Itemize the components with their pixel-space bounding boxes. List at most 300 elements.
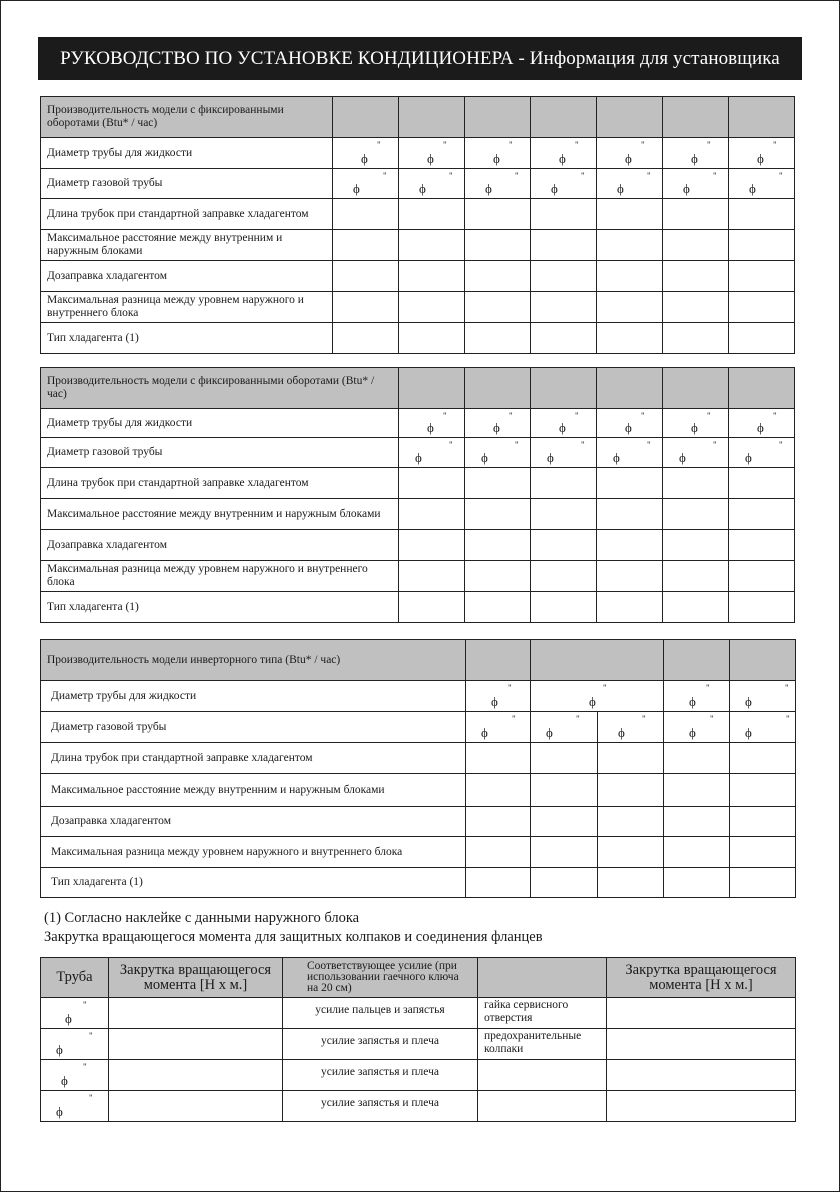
- column-header: Закрутка вращающегося момента [Н х м.]: [109, 958, 283, 998]
- pipe-diameter-cell: [730, 681, 796, 712]
- table-row: [41, 592, 795, 623]
- phi-symbol: ϕ: [589, 694, 596, 709]
- model-capacity-cell: [465, 368, 531, 409]
- value-cell: [399, 468, 465, 499]
- row-label: Максимальная разница между уровнем наружного и внутреннего блока: [41, 837, 466, 868]
- torque-section-title: Закрутка вращающегося момента для защитных колпаков и соединения фланцев: [44, 929, 543, 945]
- table-row: [41, 438, 795, 468]
- force-description: усилие пальцев и запястья: [283, 998, 478, 1029]
- pipe-diameter-cell: [663, 169, 729, 199]
- pipe-diameter-cell: [41, 1029, 109, 1060]
- pipe-diameter-cell: [465, 138, 531, 169]
- table-row: [41, 743, 796, 774]
- value-cell: [531, 292, 597, 323]
- value-cell: [531, 261, 597, 292]
- row-label: Длина трубок при стандартной заправке хладагентом: [41, 468, 399, 499]
- table-row: [41, 261, 795, 292]
- model-capacity-cell: [531, 368, 597, 409]
- inch-mark: ": [786, 714, 790, 724]
- value-cell: [729, 561, 795, 592]
- value-cell: [531, 868, 598, 898]
- phi-symbol: ϕ: [745, 694, 752, 709]
- phi-symbol: ϕ: [559, 151, 566, 166]
- table-row: [41, 169, 795, 199]
- row-label: Длина трубок при стандартной заправке хладагентом: [41, 743, 466, 774]
- value-cell: [333, 323, 399, 354]
- phi-symbol: ϕ: [415, 450, 422, 465]
- inch-mark: ": [773, 411, 777, 421]
- model-capacity-cell: [664, 640, 730, 681]
- table-header-row: [41, 97, 795, 138]
- model-capacity-cell: [531, 640, 664, 681]
- value-cell: [729, 292, 795, 323]
- inch-mark: ": [89, 1031, 93, 1041]
- phi-symbol: ϕ: [493, 420, 500, 435]
- row-label: Дозаправка хладагентом: [41, 261, 333, 292]
- value-cell: [466, 837, 531, 868]
- column-header: Закрутка вращающегося момента [Н х м.]: [607, 958, 796, 998]
- pipe-diameter-cell: [465, 438, 531, 468]
- phi-symbol: ϕ: [691, 151, 698, 166]
- phi-symbol: ϕ: [689, 725, 696, 740]
- value-cell: [399, 199, 465, 230]
- table-row: [41, 807, 796, 837]
- phi-symbol: ϕ: [691, 420, 698, 435]
- pipe-diameter-cell: [466, 712, 531, 743]
- table-row: [41, 774, 796, 807]
- pipe-diameter-cell: [465, 409, 531, 438]
- pipe-diameter-cell: [399, 409, 465, 438]
- row-label: Диаметр газовой трубы: [41, 169, 333, 199]
- table-row: [41, 681, 796, 712]
- phi-symbol: ϕ: [745, 725, 752, 740]
- pipe-diameter-cell: [465, 169, 531, 199]
- pipe-diameter-cell: [399, 438, 465, 468]
- row-label: Диаметр трубы для жидкости: [41, 681, 466, 712]
- torque-value-cell: [109, 998, 283, 1029]
- inch-mark: ": [707, 140, 711, 150]
- pipe-diameter-cell: [531, 169, 597, 199]
- value-cell: [399, 230, 465, 261]
- value-cell: [531, 774, 598, 807]
- torque-value-cell: [607, 1060, 796, 1091]
- phi-symbol: ϕ: [427, 420, 434, 435]
- inch-mark: ": [581, 440, 585, 450]
- value-cell: [664, 807, 730, 837]
- row-label: Максимальное расстояние между внутренним и наружным блоками: [41, 774, 466, 807]
- value-cell: [663, 261, 729, 292]
- pipe-diameter-cell: [730, 712, 796, 743]
- pipe-diameter-cell: [531, 138, 597, 169]
- value-cell: [663, 561, 729, 592]
- phi-symbol: ϕ: [613, 450, 620, 465]
- value-cell: [729, 468, 795, 499]
- column-header: Труба: [41, 958, 109, 998]
- phi-symbol: ϕ: [559, 420, 566, 435]
- phi-symbol: ϕ: [749, 181, 756, 196]
- table-header-row: [41, 368, 795, 409]
- inch-mark: ": [641, 411, 645, 421]
- pipe-diameter-cell: [664, 712, 730, 743]
- value-cell: [597, 592, 663, 623]
- table-row: [41, 1060, 796, 1091]
- value-cell: [531, 323, 597, 354]
- value-cell: [729, 230, 795, 261]
- value-cell: [663, 292, 729, 323]
- phi-symbol: ϕ: [419, 181, 426, 196]
- value-cell: [730, 868, 796, 898]
- value-cell: [597, 323, 663, 354]
- table-row: [41, 837, 796, 868]
- table-row: [41, 998, 796, 1029]
- value-cell: [664, 868, 730, 898]
- phi-symbol: ϕ: [61, 1073, 68, 1088]
- inch-mark: ": [785, 683, 789, 693]
- value-cell: [730, 807, 796, 837]
- page-title: РУКОВОДСТВО ПО УСТАНОВКЕ КОНДИЦИОНЕРА - Информация для установщика: [38, 37, 802, 80]
- value-cell: [597, 292, 663, 323]
- model-capacity-cell: [729, 368, 795, 409]
- value-cell: [531, 837, 598, 868]
- pipe-diameter-cell: [333, 138, 399, 169]
- column-header: [478, 958, 607, 998]
- model-capacity-cell: [663, 97, 729, 138]
- pipe-diameter-cell: [399, 169, 465, 199]
- phi-symbol: ϕ: [361, 151, 368, 166]
- phi-symbol: ϕ: [493, 151, 500, 166]
- value-cell: [465, 561, 531, 592]
- value-cell: [333, 261, 399, 292]
- value-cell: [466, 774, 531, 807]
- phi-symbol: ϕ: [485, 181, 492, 196]
- pipe-diameter-cell: [729, 409, 795, 438]
- row-label: Максимальное расстояние между внутренним и наружным блоками: [41, 499, 399, 530]
- value-cell: [465, 323, 531, 354]
- inch-mark: ": [603, 683, 607, 693]
- row-label: Максимальная разница между уровнем наружного и внутреннего блока: [41, 292, 333, 323]
- inch-mark: ": [575, 140, 579, 150]
- spec-table-fixed-speed-2: [40, 367, 795, 623]
- pipe-diameter-cell: [399, 138, 465, 169]
- value-cell: [531, 743, 598, 774]
- phi-symbol: ϕ: [745, 450, 752, 465]
- value-cell: [531, 199, 597, 230]
- value-cell: [598, 743, 664, 774]
- table-row: [41, 199, 795, 230]
- inch-mark: ": [641, 140, 645, 150]
- torque-table: [40, 957, 796, 1122]
- value-cell: [333, 199, 399, 230]
- phi-symbol: ϕ: [683, 181, 690, 196]
- part-name: предохранительные колпаки: [478, 1029, 607, 1060]
- value-cell: [597, 230, 663, 261]
- row-label: Максимальное расстояние между внутренним и наружным блоками: [41, 230, 333, 261]
- model-capacity-cell: [466, 640, 531, 681]
- inch-mark: ": [773, 140, 777, 150]
- value-cell: [664, 743, 730, 774]
- phi-symbol: ϕ: [547, 450, 554, 465]
- value-cell: [531, 530, 597, 561]
- pipe-diameter-cell: [333, 169, 399, 199]
- value-cell: [597, 530, 663, 561]
- model-capacity-cell: [531, 97, 597, 138]
- table-header-row: [41, 958, 796, 998]
- phi-symbol: ϕ: [65, 1011, 72, 1026]
- spec-table-fixed-speed-1: [40, 96, 795, 354]
- capacity-header: Производительность модели с фиксированными оборотами (Btu* / час): [41, 97, 333, 138]
- inch-mark: ": [509, 140, 513, 150]
- pipe-diameter-cell: [597, 169, 663, 199]
- value-cell: [531, 230, 597, 261]
- pipe-diameter-cell: [597, 438, 663, 468]
- inch-mark: ": [377, 140, 381, 150]
- inch-mark: ": [707, 411, 711, 421]
- pipe-diameter-cell: [598, 712, 664, 743]
- pipe-diameter-cell: [664, 681, 730, 712]
- model-capacity-cell: [333, 97, 399, 138]
- force-description: усилие запястья и плеча: [283, 1029, 478, 1060]
- force-description: усилие запястья и плеча: [283, 1091, 478, 1122]
- inch-mark: ": [779, 171, 783, 181]
- model-capacity-cell: [730, 640, 796, 681]
- part-name: гайка сервисного отверстия: [478, 998, 607, 1029]
- torque-value-cell: [109, 1091, 283, 1122]
- phi-symbol: ϕ: [56, 1104, 63, 1119]
- pipe-diameter-cell: [663, 138, 729, 169]
- phi-symbol: ϕ: [618, 725, 625, 740]
- spec-table-inverter: [40, 639, 796, 898]
- inch-mark: ": [713, 171, 717, 181]
- value-cell: [465, 592, 531, 623]
- value-cell: [597, 261, 663, 292]
- table-row: [41, 1029, 796, 1060]
- value-cell: [465, 199, 531, 230]
- value-cell: [465, 230, 531, 261]
- value-cell: [465, 499, 531, 530]
- value-cell: [399, 261, 465, 292]
- phi-symbol: ϕ: [625, 420, 632, 435]
- pipe-diameter-cell: [531, 409, 597, 438]
- inch-mark: ": [89, 1093, 93, 1103]
- column-header: Соответствующее усилие (при использовании гаечного ключа на 20 см): [283, 958, 478, 998]
- model-capacity-cell: [729, 97, 795, 138]
- row-label: Тип хладагента (1): [41, 323, 333, 354]
- inch-mark: ": [713, 440, 717, 450]
- value-cell: [663, 468, 729, 499]
- value-cell: [664, 774, 730, 807]
- phi-symbol: ϕ: [353, 181, 360, 196]
- pipe-diameter-cell: [663, 438, 729, 468]
- value-cell: [598, 868, 664, 898]
- value-cell: [399, 292, 465, 323]
- table-row: [41, 323, 795, 354]
- inch-mark: ": [509, 411, 513, 421]
- value-cell: [730, 837, 796, 868]
- model-capacity-cell: [663, 368, 729, 409]
- inch-mark: ": [443, 411, 447, 421]
- inch-mark: ": [83, 1062, 87, 1072]
- value-cell: [465, 468, 531, 499]
- pipe-diameter-cell: [531, 681, 664, 712]
- inch-mark: ": [512, 714, 516, 724]
- inch-mark: ": [647, 171, 651, 181]
- value-cell: [597, 499, 663, 530]
- phi-symbol: ϕ: [625, 151, 632, 166]
- phi-symbol: ϕ: [757, 420, 764, 435]
- pipe-diameter-cell: [531, 712, 598, 743]
- pipe-diameter-cell: [41, 1091, 109, 1122]
- phi-symbol: ϕ: [679, 450, 686, 465]
- table-row: [41, 468, 795, 499]
- inch-mark: ": [706, 683, 710, 693]
- row-label: Длина трубок при стандартной заправке хладагентом: [41, 199, 333, 230]
- phi-symbol: ϕ: [546, 725, 553, 740]
- table-row: [41, 868, 796, 898]
- value-cell: [729, 592, 795, 623]
- inch-mark: ": [779, 440, 783, 450]
- inch-mark: ": [647, 440, 651, 450]
- value-cell: [465, 261, 531, 292]
- value-cell: [597, 468, 663, 499]
- inch-mark: ": [443, 140, 447, 150]
- value-cell: [466, 743, 531, 774]
- value-cell: [399, 499, 465, 530]
- torque-value-cell: [109, 1060, 283, 1091]
- value-cell: [531, 499, 597, 530]
- pipe-diameter-cell: [466, 681, 531, 712]
- value-cell: [531, 592, 597, 623]
- value-cell: [597, 561, 663, 592]
- part-name: [478, 1091, 607, 1122]
- model-capacity-cell: [597, 97, 663, 138]
- inch-mark: ": [515, 171, 519, 181]
- value-cell: [663, 499, 729, 530]
- value-cell: [597, 199, 663, 230]
- table-row: [41, 292, 795, 323]
- value-cell: [598, 807, 664, 837]
- value-cell: [729, 499, 795, 530]
- value-cell: [531, 561, 597, 592]
- pipe-diameter-cell: [663, 409, 729, 438]
- value-cell: [729, 530, 795, 561]
- value-cell: [663, 530, 729, 561]
- table-row: [41, 1091, 796, 1122]
- row-label: Диаметр газовой трубы: [41, 438, 399, 468]
- row-label: Диаметр трубы для жидкости: [41, 138, 333, 169]
- model-capacity-cell: [399, 97, 465, 138]
- phi-symbol: ϕ: [617, 181, 624, 196]
- inch-mark: ": [508, 683, 512, 693]
- value-cell: [663, 230, 729, 261]
- model-capacity-cell: [399, 368, 465, 409]
- pipe-diameter-cell: [41, 998, 109, 1029]
- torque-value-cell: [607, 998, 796, 1029]
- value-cell: [465, 530, 531, 561]
- value-cell: [531, 468, 597, 499]
- table-row: [41, 138, 795, 169]
- pipe-diameter-cell: [729, 169, 795, 199]
- value-cell: [730, 743, 796, 774]
- inch-mark: ": [449, 440, 453, 450]
- value-cell: [531, 807, 598, 837]
- phi-symbol: ϕ: [481, 450, 488, 465]
- value-cell: [664, 837, 730, 868]
- row-label: Тип хладагента (1): [41, 868, 466, 898]
- value-cell: [466, 868, 531, 898]
- pipe-diameter-cell: [729, 138, 795, 169]
- torque-value-cell: [607, 1091, 796, 1122]
- phi-symbol: ϕ: [491, 694, 498, 709]
- value-cell: [466, 807, 531, 837]
- inch-mark: ": [515, 440, 519, 450]
- inch-mark: ": [575, 411, 579, 421]
- part-name: [478, 1060, 607, 1091]
- phi-symbol: ϕ: [427, 151, 434, 166]
- table-row: [41, 499, 795, 530]
- phi-symbol: ϕ: [689, 694, 696, 709]
- pipe-diameter-cell: [41, 1060, 109, 1091]
- pipe-diameter-cell: [597, 409, 663, 438]
- row-label: Диаметр газовой трубы: [41, 712, 466, 743]
- inch-mark: ": [642, 714, 646, 724]
- value-cell: [333, 230, 399, 261]
- table-row: [41, 712, 796, 743]
- value-cell: [465, 292, 531, 323]
- inch-mark: ": [83, 1000, 87, 1010]
- value-cell: [729, 261, 795, 292]
- inch-mark: ": [581, 171, 585, 181]
- value-cell: [333, 292, 399, 323]
- phi-symbol: ϕ: [56, 1042, 63, 1057]
- inch-mark: ": [576, 714, 580, 724]
- torque-value-cell: [607, 1029, 796, 1060]
- pipe-diameter-cell: [729, 438, 795, 468]
- value-cell: [729, 199, 795, 230]
- pipe-diameter-cell: [597, 138, 663, 169]
- value-cell: [598, 837, 664, 868]
- table-row: [41, 561, 795, 592]
- value-cell: [399, 323, 465, 354]
- table-header-row: [41, 640, 796, 681]
- model-capacity-cell: [597, 368, 663, 409]
- value-cell: [663, 592, 729, 623]
- inch-mark: ": [710, 714, 714, 724]
- torque-value-cell: [109, 1029, 283, 1060]
- value-cell: [399, 561, 465, 592]
- phi-symbol: ϕ: [551, 181, 558, 196]
- phi-symbol: ϕ: [757, 151, 764, 166]
- row-label: Тип хладагента (1): [41, 592, 399, 623]
- row-label: Дозаправка хладагентом: [41, 530, 399, 561]
- inch-mark: ": [449, 171, 453, 181]
- value-cell: [663, 323, 729, 354]
- row-label: Диаметр трубы для жидкости: [41, 409, 399, 438]
- pipe-diameter-cell: [531, 438, 597, 468]
- capacity-header: Производительность модели инверторного типа (Btu* / час): [41, 640, 466, 681]
- inch-mark: ": [383, 171, 387, 181]
- row-label: Дозаправка хладагентом: [41, 807, 466, 837]
- footnote: (1) Согласно наклейке с данными наружного блока: [44, 910, 360, 926]
- value-cell: [399, 592, 465, 623]
- value-cell: [598, 774, 664, 807]
- value-cell: [399, 530, 465, 561]
- phi-symbol: ϕ: [481, 725, 488, 740]
- value-cell: [730, 774, 796, 807]
- table-row: [41, 409, 795, 438]
- row-label: Максимальная разница между уровнем наружного и внутреннего блока: [41, 561, 399, 592]
- capacity-header: Производительность модели с фиксированными оборотами (Btu* / час): [41, 368, 399, 409]
- force-description: усилие запястья и плеча: [283, 1060, 478, 1091]
